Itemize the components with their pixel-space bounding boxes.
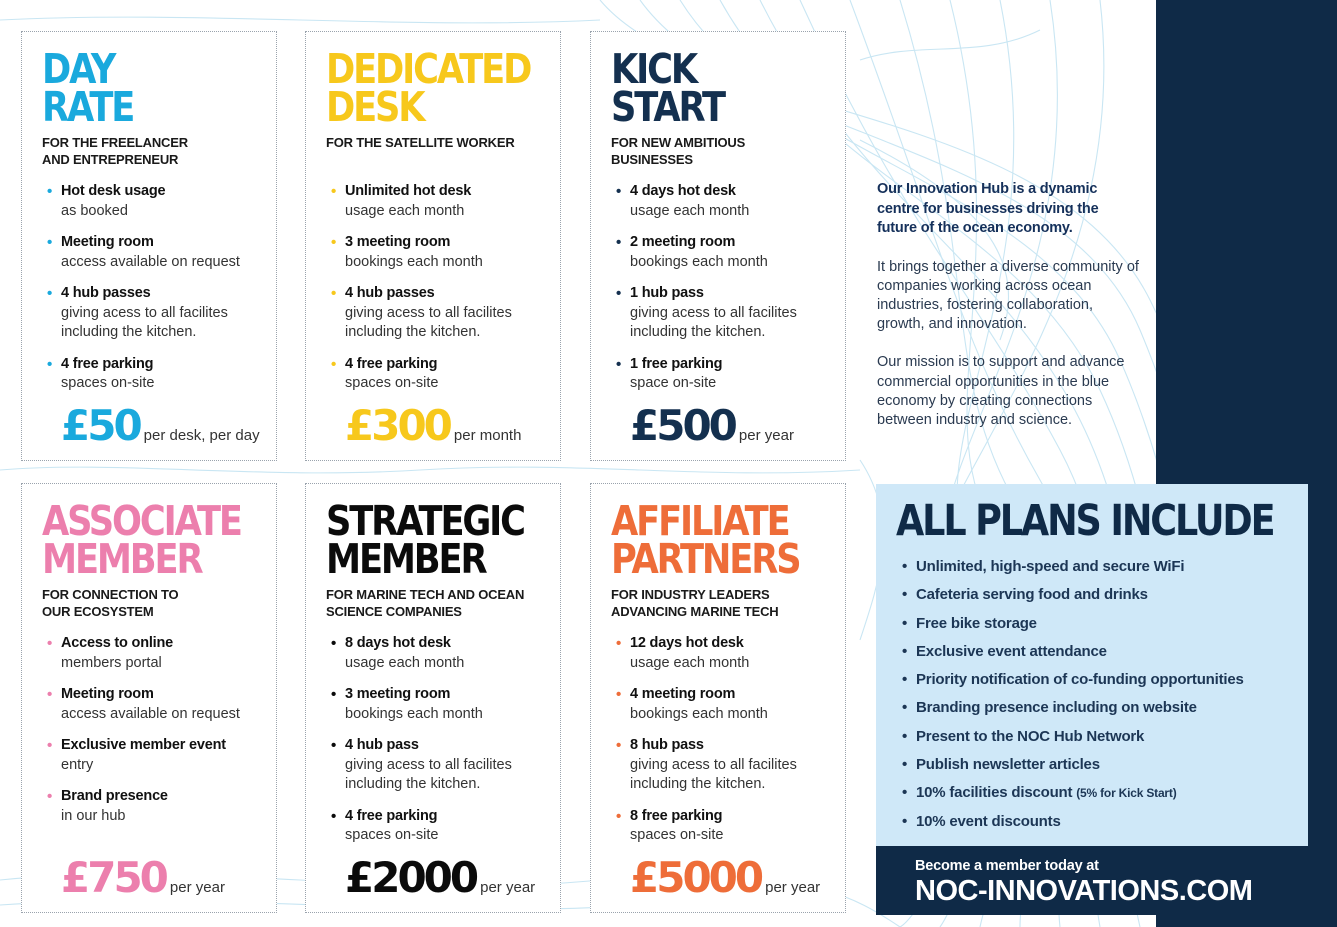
- bullet-icon: •: [902, 586, 908, 604]
- bullet-icon: •: [331, 635, 337, 652]
- feature-item: • 12 days hot desk usage each month: [616, 635, 750, 671]
- plan-subtitle: FOR MARINE TECH AND OCEAN SCIENCE COMPANIES: [326, 587, 525, 619]
- plan-card-kick-start: [590, 31, 846, 461]
- feature-item: • 4 free parking spaces on-site: [47, 355, 155, 391]
- plan-price: [345, 853, 536, 902]
- plan-card-associate-member: [21, 483, 277, 913]
- price-period: per year: [480, 879, 536, 896]
- feature-item: • Unlimited hot desk usage each month: [331, 183, 472, 219]
- all-plans-include-panel: [876, 484, 1308, 846]
- plan-subtitle: FOR INDUSTRY LEADERS ADVANCING MARINE TECH: [611, 587, 779, 619]
- bullet-icon: •: [47, 355, 53, 373]
- plan-title: STRATEGIC MEMBER: [326, 497, 524, 583]
- plan-title: DAY RATE: [42, 45, 134, 131]
- bullet-icon: •: [47, 635, 53, 652]
- bullet-icon: •: [902, 642, 908, 660]
- bullet-icon: •: [902, 558, 908, 575]
- list-item: • Branding presence including on website: [896, 694, 1308, 722]
- feature-item: • 4 free parking spaces on-site: [331, 355, 439, 391]
- feature-item: • 1 free parking space on-site: [616, 355, 723, 391]
- list-item: • 10% event discounts: [896, 808, 1308, 836]
- bullet-icon: •: [331, 183, 337, 200]
- bullet-icon: •: [47, 183, 53, 200]
- plan-card-affiliate-partners: [590, 483, 846, 913]
- plan-title: ASSOCIATE MEMBER: [42, 497, 241, 583]
- bullet-icon: •: [616, 737, 622, 754]
- bullet-icon: •: [331, 285, 337, 302]
- price-amount: £300: [345, 401, 450, 450]
- bullet-icon: •: [47, 285, 53, 302]
- feature-item: • 4 free parking spaces on-site: [331, 807, 439, 843]
- list-item: • Publish newsletter articles: [896, 751, 1308, 779]
- all-plans-title: ALL PLANS INCLUDE: [896, 496, 1274, 546]
- bullet-icon: •: [47, 234, 53, 251]
- list-item: • Free bike storage: [896, 610, 1308, 638]
- bullet-icon: •: [331, 234, 337, 251]
- bullet-icon: •: [616, 234, 622, 251]
- price-amount: £50: [61, 401, 140, 450]
- bullet-icon: •: [331, 737, 337, 754]
- list-item: • 10% facilities discount (5% for Kick Start): [896, 779, 1308, 807]
- cta-text: Become a member today at: [915, 858, 1099, 874]
- plan-features: [326, 634, 542, 846]
- price-period: per month: [453, 427, 522, 444]
- bullet-icon: •: [902, 671, 908, 689]
- list-item: • Priority notification of co-funding opportunities: [896, 666, 1308, 694]
- feature-item: • 4 days hot desk usage each month: [616, 183, 750, 219]
- plan-features: [42, 634, 258, 826]
- plan-card-strategic-member: [305, 483, 561, 913]
- feature-item: • 4 hub passes giving acess to all facilites including the kitchen.: [331, 285, 512, 340]
- kick-start-note: (5% for Kick Start): [1076, 786, 1177, 801]
- bullet-icon: •: [902, 699, 908, 717]
- list-item: • Present to the NOC Hub Network: [896, 723, 1308, 751]
- bullet-icon: •: [331, 355, 337, 373]
- feature-item: • Meeting room access available on request: [47, 234, 240, 270]
- price-amount: £500: [630, 401, 735, 450]
- plan-price: [345, 401, 522, 450]
- plan-title: DEDICATED DESK: [326, 45, 531, 131]
- price-period: per year: [765, 879, 821, 896]
- bullet-icon: •: [616, 183, 622, 200]
- website-link[interactable]: NOC-INNOVATIONS.COM: [915, 875, 1253, 907]
- bullet-icon: •: [616, 686, 622, 703]
- all-plans-list: [896, 553, 1308, 836]
- feature-item: • 8 free parking spaces on-site: [616, 807, 724, 843]
- list-item: • Cafeteria serving food and drinks: [896, 581, 1308, 609]
- plan-subtitle: FOR CONNECTION TO OUR ECOSYSTEM: [42, 587, 179, 619]
- feature-item: • 3 meeting room bookings each month: [331, 686, 483, 722]
- plan-features: [611, 634, 827, 846]
- plan-card-day-rate: [21, 31, 277, 461]
- price-amount: £5000: [630, 853, 762, 902]
- bullet-icon: •: [47, 788, 53, 805]
- bullet-icon: •: [331, 686, 337, 703]
- plan-title: KICK START: [611, 45, 724, 131]
- feature-item: • 4 hub passes giving acess to all facilites including the kitchen.: [47, 285, 228, 340]
- bullet-icon: •: [902, 784, 908, 802]
- intro-text: [877, 180, 1139, 430]
- intro-paragraph: It brings together a diverse community of companies working across ocean industries, fostering collaboration, growth, and innovation.: [877, 258, 1139, 333]
- plan-subtitle: FOR THE FREELANCER AND ENTREPRENEUR: [42, 135, 188, 167]
- plan-subtitle: FOR THE SATELLITE WORKER: [326, 135, 515, 150]
- plan-features: [326, 182, 542, 394]
- price-amount: £2000: [345, 853, 477, 902]
- bullet-icon: •: [616, 635, 622, 652]
- plan-features: [611, 182, 827, 394]
- bullet-icon: •: [47, 686, 53, 703]
- bullet-icon: •: [902, 812, 908, 830]
- plan-features: [42, 182, 258, 394]
- plan-subtitle: FOR NEW AMBITIOUS BUSINESSES: [611, 135, 746, 167]
- feature-item: • Access to online members portal: [47, 635, 174, 671]
- plan-price: [61, 853, 225, 902]
- price-amount: £750: [61, 853, 166, 902]
- plan-card-dedicated-desk: [305, 31, 561, 461]
- intro-paragraph: Our mission is to support and advance commercial opportunities in the blue economy by creating connections between industry and science.: [877, 354, 1125, 428]
- feature-item: • 1 hub pass giving acess to all facilites including the kitchen.: [616, 285, 797, 340]
- price-period: per desk, per day: [143, 427, 260, 444]
- intro-lead: Our Innovation Hub is a dynamic centre for businesses driving the future of the ocean economy.: [877, 181, 1099, 236]
- call-to-action: [876, 846, 1308, 915]
- feature-item: • 2 meeting room bookings each month: [616, 234, 768, 270]
- plan-title: AFFILIATE PARTNERS: [611, 497, 800, 583]
- feature-item: • 4 hub pass giving acess to all facilites including the kitchen.: [331, 737, 512, 792]
- feature-item: • 3 meeting room bookings each month: [331, 234, 483, 270]
- feature-item: • 4 meeting room bookings each month: [616, 686, 768, 722]
- plan-price: [630, 853, 821, 902]
- bullet-icon: •: [902, 614, 908, 632]
- feature-item: • 8 days hot desk usage each month: [331, 635, 465, 671]
- price-period: per year: [169, 879, 225, 896]
- feature-item: • Hot desk usage as booked: [47, 183, 166, 219]
- feature-item: • Brand presence in our hub: [47, 788, 168, 824]
- list-item: • Exclusive event attendance: [896, 638, 1308, 666]
- list-item: • Unlimited, high-speed and secure WiFi: [896, 553, 1308, 581]
- bullet-icon: •: [902, 756, 908, 774]
- bullet-icon: •: [616, 355, 622, 373]
- bullet-icon: •: [47, 737, 53, 754]
- plan-price: [61, 401, 260, 450]
- bullet-icon: •: [616, 285, 622, 302]
- feature-item: • 8 hub pass giving acess to all facilites including the kitchen.: [616, 737, 797, 792]
- bullet-icon: •: [902, 727, 908, 745]
- feature-item: • Exclusive member event entry: [47, 737, 226, 773]
- plan-price: [630, 401, 794, 450]
- price-period: per year: [738, 427, 794, 444]
- bullet-icon: •: [616, 807, 622, 825]
- bullet-icon: •: [331, 807, 337, 825]
- feature-item: • Meeting room access available on request: [47, 686, 240, 722]
